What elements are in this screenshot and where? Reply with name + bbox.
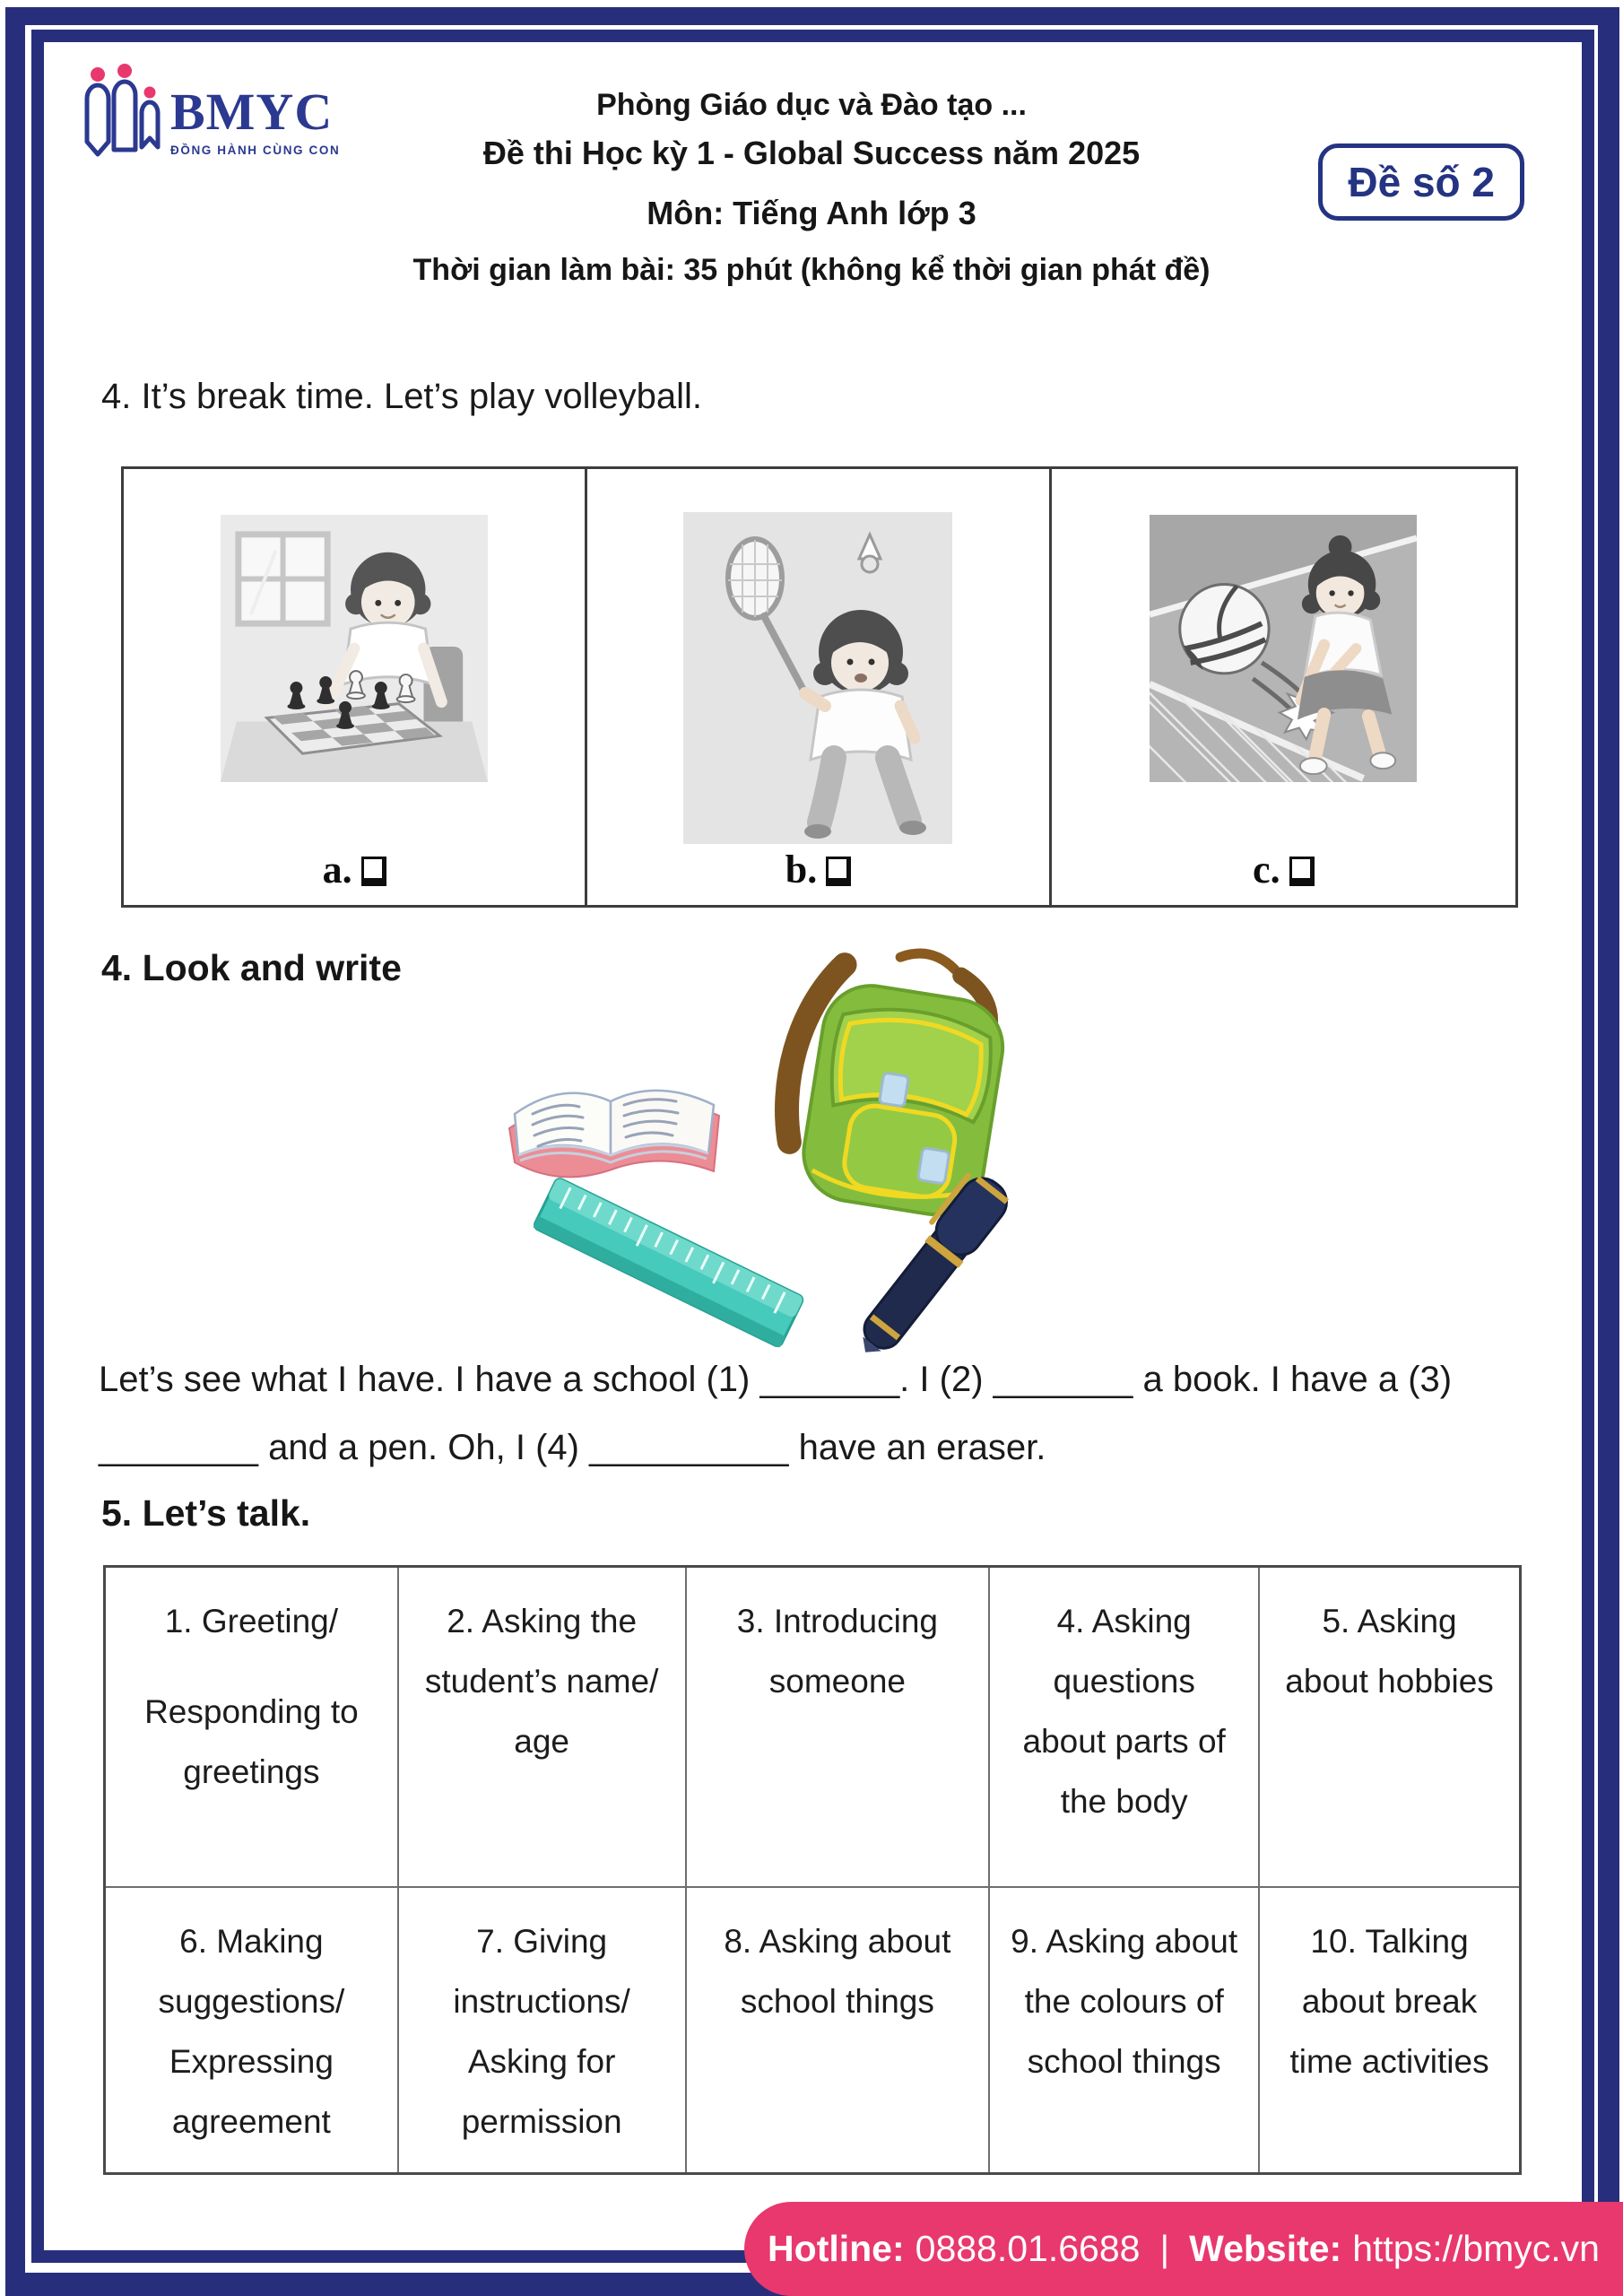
fill-in-text	[99, 1345, 1539, 1482]
header-department: Phòng Giáo dục và Đào tạo ...	[596, 88, 1027, 122]
checkbox-icon[interactable]	[826, 857, 851, 886]
option-letter-a: a.	[322, 848, 352, 891]
option-letter-b: b.	[785, 848, 818, 891]
option-cell-a	[124, 469, 587, 905]
topic-cell: 7. Giving instructions/ Asking for permission	[399, 1888, 687, 2172]
option-label-c	[1253, 847, 1315, 892]
hotline-label: Hotline:	[768, 2228, 905, 2269]
option-cell-b	[587, 469, 1051, 905]
website-label: Website:	[1189, 2228, 1342, 2269]
logo-text: BMYC	[170, 83, 334, 141]
option-label-a	[323, 847, 386, 892]
topic-cell: 3. Introducing someone	[687, 1568, 991, 1888]
header-exam-title: Đề thi Học kỳ 1 - Global Success năm 2025	[482, 135, 1141, 171]
website-value: https://bmyc.vn	[1352, 2228, 1600, 2269]
fill-text-line-1: Let’s see what I have. I have a school (1) _______. I (2) _______ a book. I have a (3)	[99, 1360, 1453, 1399]
hotline-value: 0888.01.6688	[915, 2228, 1141, 2269]
logo-tagline: ĐỒNG HÀNH CÙNG CON	[170, 144, 341, 157]
look-write-heading: 4. Look and write	[101, 947, 402, 988]
checkbox-icon[interactable]	[361, 857, 386, 886]
exam-number-badge: Đề số 2	[1318, 144, 1524, 221]
option-cell-c	[1052, 469, 1515, 905]
topic-cell: 10. Talking about break time activities	[1289, 1922, 1489, 2080]
volleyball-illustration	[1150, 514, 1417, 783]
fill-text-line-2: ________ and a pen. Oh, I (4) __________ have an eraser.	[99, 1428, 1046, 1467]
options-table	[121, 466, 1518, 908]
footer-separator: |	[1159, 2228, 1170, 2269]
lets-talk-heading: 5. Let’s talk.	[101, 1492, 311, 1534]
topic-cell: 8. Asking about school things	[687, 1888, 991, 2172]
option-letter-c: c.	[1253, 848, 1280, 891]
chess-illustration	[221, 514, 488, 783]
topic-cell: 4. Asking questions about parts of the body	[990, 1568, 1260, 1888]
topic-cell: 6. Making suggestions/ Expressing agreement	[106, 1888, 399, 2172]
header-duration: Thời gian làm bài: 35 phút (không kể thời gian phát đề)	[412, 253, 1211, 287]
option-label-b	[785, 847, 851, 892]
topic-cell: 1. Greeting/ Responding to greetings	[106, 1568, 399, 1888]
footer-bar	[744, 2202, 1623, 2296]
badminton-illustration	[683, 512, 952, 844]
checkbox-icon[interactable]	[1289, 857, 1315, 886]
listening-prompt: 4. It’s break time. Let’s play volleyball.	[101, 377, 702, 416]
topic-cell: 9. Asking about the colours of school things	[990, 1888, 1260, 2172]
topic-cell: 5. Asking about hobbies	[1260, 1568, 1519, 1888]
school-items	[484, 938, 1094, 1360]
topic-cell: 2. Asking the student’s name/ age	[399, 1568, 687, 1888]
header-subject: Môn: Tiếng Anh lớp 3	[647, 195, 976, 231]
topics-table	[103, 1565, 1522, 2175]
